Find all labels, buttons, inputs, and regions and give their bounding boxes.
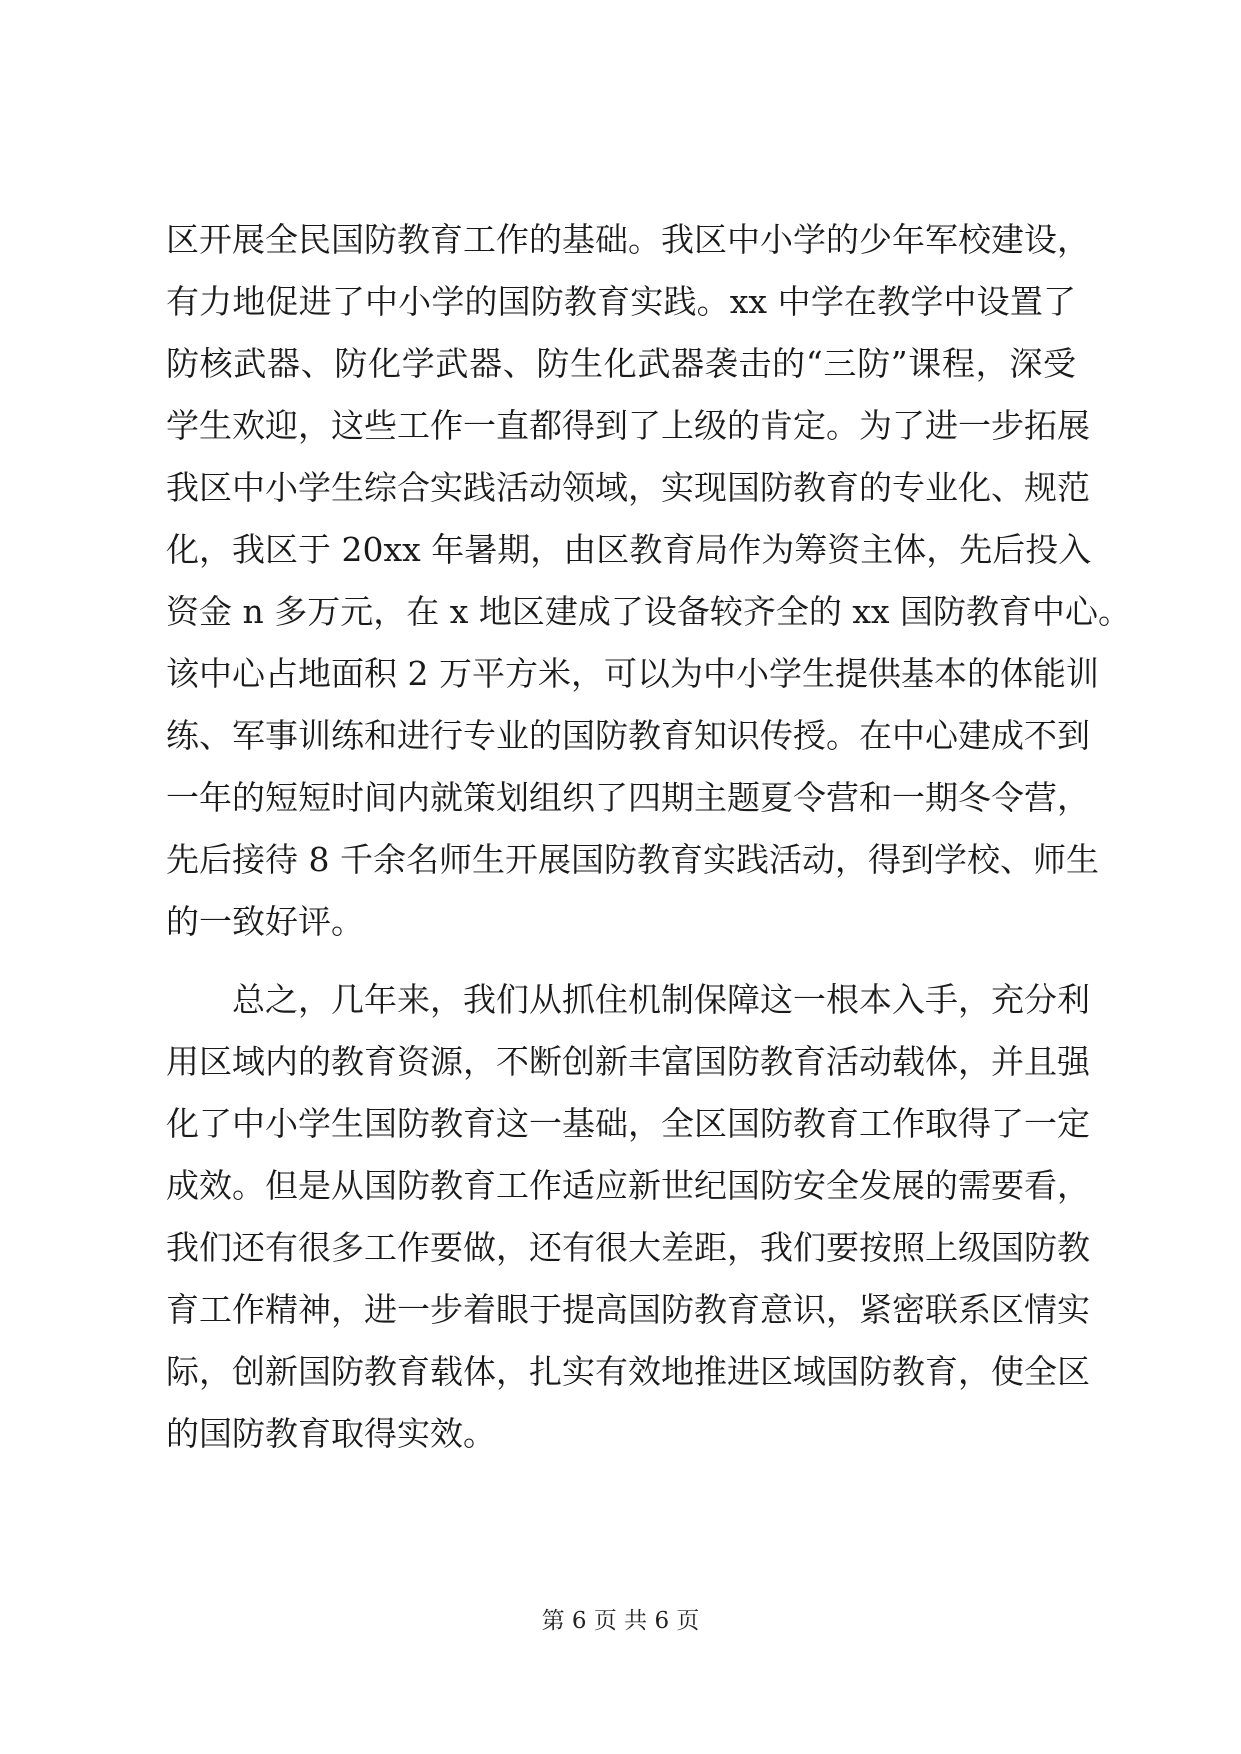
text-line: 我区中小学生综合实践活动领域，实现国防教育的专业化、规范 — [166, 468, 1090, 507]
text-line: 用区域内的教育资源，不断创新丰富国防教育活动载体，并且强 — [166, 1042, 1090, 1081]
text-line: 我们还有很多工作要做，还有很大差距，我们要按照上级国防教 — [166, 1228, 1090, 1267]
text-line: 有力地促进了中小学的国防教育实践。xx 中学在教学中设置了 — [166, 282, 1076, 321]
page-number-footer: 第 6 页 共 6 页 — [541, 1608, 700, 1634]
text-line: 的一致好评。 — [166, 902, 364, 941]
text-line: 的国防教育取得实效。 — [166, 1414, 496, 1453]
text-line: 成效。但是从国防教育工作适应新世纪国防安全发展的需要看， — [166, 1166, 1090, 1205]
text-line: 区开展全民国防教育工作的基础。我区中小学的少年军校建设， — [166, 220, 1090, 259]
text-line: 一年的短短时间内就策划组织了四期主题夏令营和一期冬令营， — [166, 778, 1090, 817]
text-line: 化，我区于 20xx 年暑期，由区教育局作为筹资主体，先后投入 — [166, 530, 1092, 569]
text-line: 先后接待 8 千余名师生开展国防教育实践活动，得到学校、师生 — [166, 840, 1099, 879]
text-line: 际，创新国防教育载体，扎实有效地推进区域国防教育，使全区 — [166, 1352, 1090, 1391]
text-line: 育工作精神，进一步着眼于提高国防教育意识，紧密联系区情实 — [166, 1290, 1090, 1329]
text-line: 防核武器、防化学武器、防生化武器袭击的“三防”课程，深受 — [166, 344, 1076, 383]
text-line: 总之，几年来，我们从抓住机制保障这一根本入手，充分利 — [166, 980, 1090, 1019]
text-line: 化了中小学生国防教育这一基础，全区国防教育工作取得了一定 — [166, 1104, 1090, 1143]
text-line: 学生欢迎，这些工作一直都得到了上级的肯定。为了进一步拓展 — [166, 406, 1090, 445]
text-line: 资金 n 多万元，在 x 地区建成了设备较齐全的 xx 国防教育中心。 — [166, 592, 1132, 631]
text-line: 练、军事训练和进行专业的国防教育知识传授。在中心建成不到 — [166, 716, 1090, 755]
text-line: 该中心占地面积 2 万平方米，可以为中小学生提供基本的体能训 — [166, 654, 1099, 693]
